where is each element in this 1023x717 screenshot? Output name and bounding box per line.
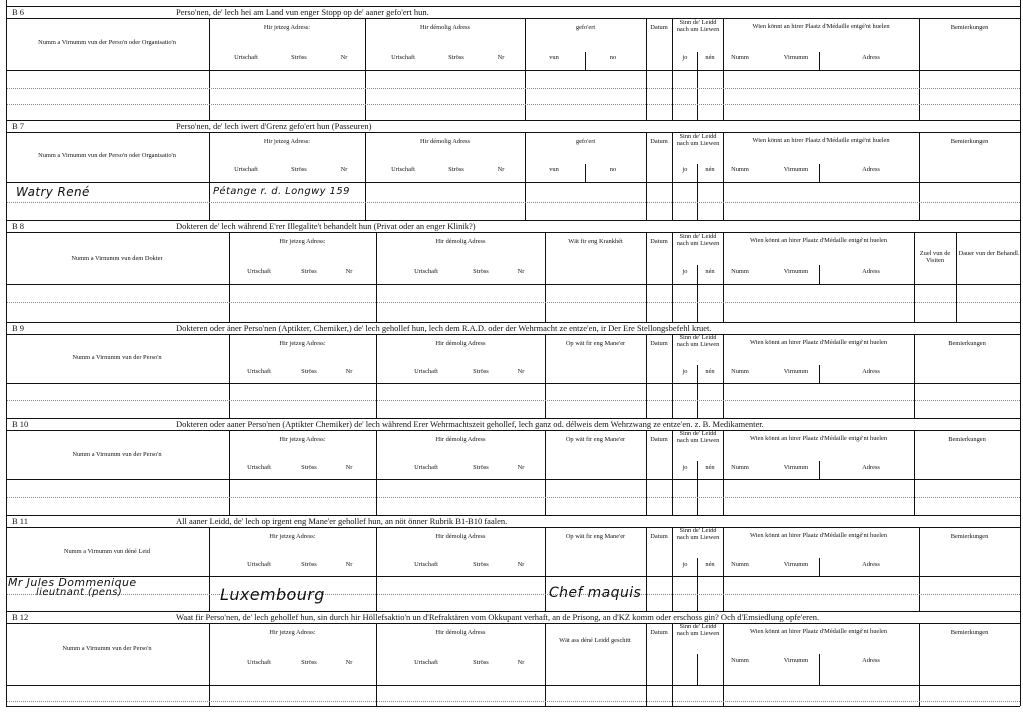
col-date: Datum — [650, 340, 668, 347]
col-firstname: Virnumm — [783, 54, 809, 61]
col-street: Ströss — [473, 659, 489, 666]
col-firstname: Virnumm — [783, 464, 809, 471]
col-medal: Wien könnt an hirer Plaatz d'Médaille entgé'nt huelen — [752, 137, 890, 144]
col-street: Ströss — [301, 464, 317, 471]
col-street: Ströss — [473, 464, 489, 471]
section-b6 — [6, 6, 1020, 120]
col-nr: Nr — [517, 368, 525, 375]
col-surname: Numm — [731, 54, 749, 61]
col-medal: Wien könnt an hirer Plaatz d'Médaille entgé'nt huelen — [749, 532, 888, 539]
col-nr: Nr — [340, 54, 348, 61]
col-current-address: Hir jetzeg Adress: — [269, 533, 316, 540]
col-street: Ströss — [301, 659, 317, 666]
col-address: Adress — [862, 54, 880, 61]
col-yes: jo — [682, 268, 688, 275]
col-nr: Nr — [517, 561, 525, 568]
col-nr: Nr — [497, 166, 505, 173]
col-firstname: Virnumm — [783, 657, 809, 664]
col-street: Ströss — [301, 368, 317, 375]
col-no: nén — [705, 368, 715, 375]
col-no: nén — [705, 166, 715, 173]
col-medal: Wien könnt an hirer Plaatz d'Médaille entgé'nt huelen — [749, 237, 888, 244]
col-remarks: Bemierkungen — [950, 533, 989, 540]
col-previous-address: Hir démolig Adress — [435, 629, 486, 636]
handwritten-manner: Chef maquis — [549, 585, 642, 601]
col-no: nén — [705, 268, 715, 275]
handwritten-address: Luxembourg — [220, 585, 325, 604]
col-manner: Op wät fir eng Mane'er — [565, 436, 626, 443]
col-nr: Nr — [517, 464, 525, 471]
section-code: B 9 — [12, 323, 25, 333]
col-firstname: Virnumm — [783, 268, 809, 275]
section-title: Waat fir Perso'nen, de' lech gehollef hun, sin durch hir Höllefsaktio'n un d'Refraktären vom Okkupant verhaft, an de Prisong, an d'KZ komm oder erschoss gin? Och d'Emsiedlung opfe'eren. — [176, 612, 820, 622]
col-no: nén — [705, 464, 715, 471]
col-town: Urtschaft — [247, 268, 271, 275]
handwritten-name: Mr Jules Dommenique — [8, 576, 137, 589]
col-illness: Wät fir eng Krankhét — [568, 238, 623, 245]
col-date: Datum — [650, 436, 668, 443]
col-led: gefo'ert — [575, 24, 596, 31]
section-table — [6, 18, 1020, 120]
col-street: Ströss — [301, 268, 317, 275]
col-town: Urtschaft — [247, 464, 271, 471]
col-current-address: Hir jetzeg Adress: — [279, 238, 326, 245]
col-yes: jo — [682, 166, 688, 173]
section-code: B 12 — [12, 612, 29, 622]
col-town: Urtschaft — [234, 166, 258, 173]
col-town: Urtschaft — [414, 561, 438, 568]
col-what-happened: Wät ass déné Leidd geschitt — [559, 637, 631, 644]
col-date: Datum — [650, 138, 668, 145]
col-current-address: Hir jetzeg Adress: — [279, 340, 326, 347]
col-date: Datum — [650, 24, 668, 31]
col-yes: jo — [682, 561, 688, 568]
col-previous-address: Hir démolig Adress — [435, 238, 486, 245]
handwritten-name: Watry René — [16, 185, 90, 199]
col-previous-address: Hir démolig Adress — [435, 533, 486, 540]
col-nr: Nr — [497, 54, 505, 61]
section-title: Dokteren oder äner Perso'nen (Aptikter, Chemiker,) de' lech gehollef hun, lech dem R.A.D. oder der Wehrmacht ze entze'en, ir Der Ere Stellongsbefehl kruet. — [176, 323, 712, 333]
col-person-name: Numm a Virnumm vun der Perso'n — [72, 354, 162, 361]
col-person-name: Numm a Virnumm vun der Perso'n — [62, 645, 152, 652]
col-visits: Zuel vun de Visiten — [919, 250, 951, 265]
col-nr: Nr — [517, 659, 525, 666]
col-yes: jo — [682, 54, 688, 61]
col-address: Adress — [862, 166, 880, 173]
col-name: Numm a Virnumm vun der Perso'n oder Organisatio'n — [38, 39, 176, 46]
section-table — [6, 232, 1020, 322]
section-table — [6, 527, 1020, 611]
section-b9 — [6, 322, 1020, 418]
col-nr: Nr — [345, 268, 353, 275]
col-remarks: Bemierkungen — [948, 340, 986, 347]
section-title: All aaner Leidd, de' lech op irgent eng Mane'er gehollef hun, an nöt önner Rubrik B1-B10 faalen. — [176, 516, 508, 526]
col-nr: Nr — [517, 268, 525, 275]
col-medal: Wien könnt an hirer Plaatz d'Médaille entgé'nt huelen — [749, 339, 888, 346]
col-previous-address: Hir démolig Adress — [435, 340, 486, 347]
col-town: Urtschaft — [414, 464, 438, 471]
section-b11 — [6, 515, 1020, 611]
col-street: Ströss — [301, 561, 317, 568]
col-manner: Op wät fir eng Mane'er — [565, 533, 626, 540]
col-no: nén — [705, 54, 715, 61]
col-alive: Sinn de' Leidd nach um Liewen — [676, 430, 720, 445]
col-date: Datum — [650, 238, 668, 245]
col-alive: Sinn de' Leidd nach um Liewen — [676, 334, 720, 349]
col-surname: Numm — [731, 657, 749, 664]
col-current-address: Hir jetzeg Adress: — [279, 436, 326, 443]
col-street: Ströss — [291, 54, 307, 61]
section-code: B 11 — [12, 516, 28, 526]
col-from: vun — [549, 54, 559, 61]
col-manner: Op wät fir eng Mane'er — [565, 340, 626, 347]
col-previous-address: Hir démolig Adress — [435, 436, 486, 443]
col-street: Ströss — [291, 166, 307, 173]
col-town: Urtschaft — [414, 659, 438, 666]
col-to: no — [609, 166, 617, 173]
col-town: Urtschaft — [391, 166, 415, 173]
col-surname: Numm — [731, 368, 749, 375]
section-title: Perso'nen, de' lech hei am Land vun enger Stopp op de' aaner gefo'ert hun. — [176, 7, 429, 17]
section-code: B 6 — [12, 7, 25, 17]
col-yes: jo — [682, 464, 688, 471]
col-alive: Sinn de' Leidd nach um Liewen — [676, 133, 720, 148]
col-alive: Sinn de' Leidd nach um Liewen — [676, 527, 720, 542]
section-b10 — [6, 418, 1020, 515]
section-b7 — [6, 120, 1020, 220]
section-code: B 10 — [12, 419, 29, 429]
section-code: B 8 — [12, 221, 25, 231]
col-current-address: Hir jetzeg Adress: — [263, 24, 311, 31]
col-nr: Nr — [345, 561, 353, 568]
col-medal: Wien könnt an hirer Plaatz d'Médaille entgé'nt huelen — [749, 435, 888, 442]
col-from: vun — [549, 166, 559, 173]
col-duration: Dauer vun der Behandl. — [958, 250, 1020, 257]
col-person-name: Numm a Virnumm vun déné Leid — [63, 548, 151, 555]
col-surname: Numm — [731, 268, 749, 275]
col-firstname: Virnumm — [783, 166, 809, 173]
col-address: Adress — [862, 657, 880, 664]
col-street: Ströss — [448, 54, 464, 61]
col-remarks: Bemierkungen — [948, 436, 986, 443]
col-no: nén — [705, 561, 715, 568]
col-date: Datum — [650, 629, 668, 636]
col-led: gefo'ert — [575, 138, 596, 145]
col-nr: Nr — [340, 166, 348, 173]
col-remarks: Bemierkungen — [950, 138, 989, 145]
col-town: Urtschaft — [391, 54, 415, 61]
col-address: Adress — [862, 464, 880, 471]
col-nr: Nr — [345, 368, 353, 375]
col-surname: Numm — [731, 561, 749, 568]
handwritten-rank: lieutnant (pens) — [36, 587, 123, 598]
col-nr: Nr — [345, 464, 353, 471]
col-remarks: Bemierkungen — [950, 629, 989, 636]
col-street: Ströss — [473, 268, 489, 275]
section-table — [6, 430, 1020, 515]
col-alive: Sinn de' Leidd nach um Liewen — [676, 623, 720, 638]
handwritten-address: Pétange r. d. Longwy 159 — [213, 186, 350, 197]
section-b8 — [6, 220, 1020, 322]
col-town: Urtschaft — [247, 659, 271, 666]
section-code: B 7 — [12, 121, 25, 131]
col-yes: jo — [682, 368, 688, 375]
section-table — [6, 334, 1020, 418]
col-current-address: Hir jetzeg Adress: — [263, 138, 311, 145]
col-nr: Nr — [345, 659, 353, 666]
col-town: Urtschaft — [247, 368, 271, 375]
col-previous-address: Hir démolig Adress — [419, 138, 471, 145]
section-title: Dokteren oder aaner Perso'nen (Aptikter Chemiker) de' lech während Erer Wehrmachtszeit gehollef, lech ganz od. délweis dem Wehrzwang ze entze'en. z. B. Medikamenter. — [176, 419, 764, 429]
col-current-address: Hir jetzeg Adress: — [269, 629, 316, 636]
col-town: Urtschaft — [414, 368, 438, 375]
col-address: Adress — [862, 368, 880, 375]
section-table — [6, 132, 1020, 220]
col-person-name: Numm a Virnumm vun der Perso'n — [72, 451, 162, 458]
col-doctor-name: Numm a Virnumm vun dem Dokter — [71, 255, 163, 262]
section-title: Dokteren de' lech während E'rer Illegalite't behandelt hun (Privat oder an enger Klinik?) — [176, 221, 476, 231]
col-previous-address: Hir démolig Adress — [419, 24, 471, 31]
col-date: Datum — [650, 533, 668, 540]
col-address: Adress — [862, 561, 880, 568]
col-firstname: Virnumm — [783, 561, 809, 568]
section-table — [6, 623, 1020, 706]
col-street: Ströss — [448, 166, 464, 173]
col-address: Adress — [862, 268, 880, 275]
col-remarks: Bemierkungen — [950, 24, 989, 31]
col-town: Urtschaft — [234, 54, 258, 61]
col-alive: Sinn de' Leidd nach um Liewen — [676, 233, 720, 248]
col-name: Numm a Virnumm vun der Perso'n oder Organisatio'n — [38, 152, 176, 159]
col-medal: Wien könnt an hirer Plaatz d'Médaille entgé'nt huelen — [752, 23, 890, 30]
section-b12 — [6, 611, 1020, 706]
section-title: Perso'nen, de' lech iwert d'Grenz gefo'ert hun (Passeuren) — [176, 121, 372, 131]
col-alive: Sinn de' Leidd nach um Liewen — [676, 19, 720, 34]
col-street: Ströss — [473, 561, 489, 568]
col-firstname: Virnumm — [783, 368, 809, 375]
col-street: Ströss — [473, 368, 489, 375]
col-surname: Numm — [731, 166, 749, 173]
col-town: Urtschaft — [247, 561, 271, 568]
col-to: no — [609, 54, 617, 61]
col-medal: Wien könnt an hirer Plaatz d'Médaille entgé'nt huelen — [749, 628, 888, 635]
col-town: Urtschaft — [414, 268, 438, 275]
col-surname: Numm — [731, 464, 749, 471]
